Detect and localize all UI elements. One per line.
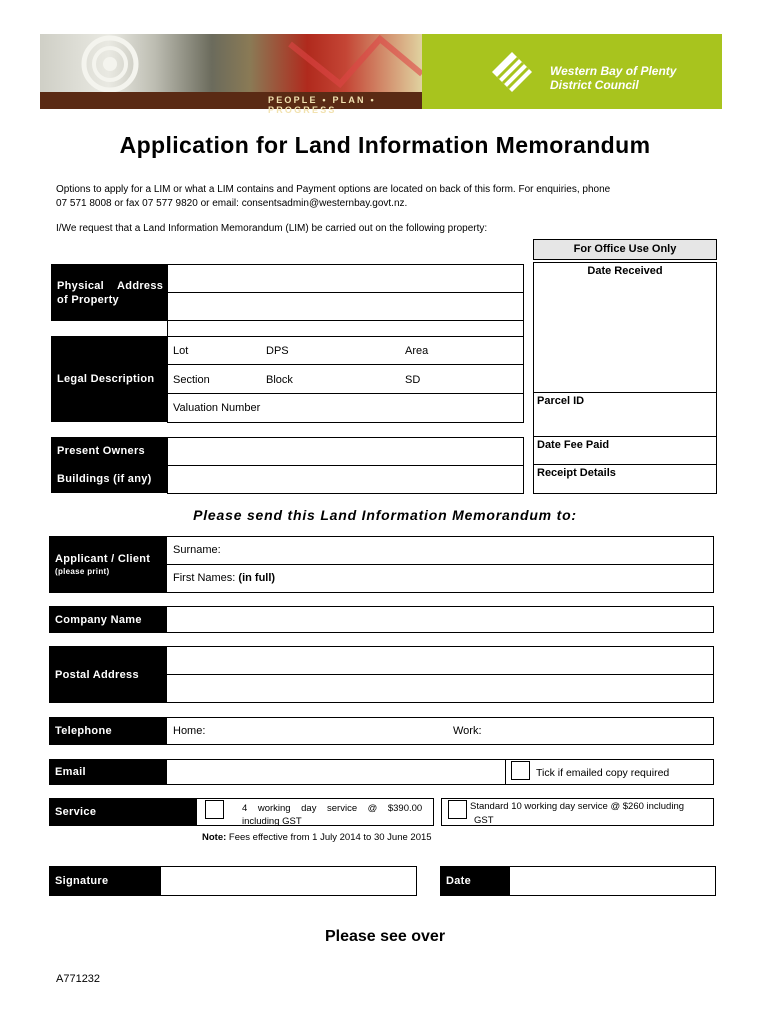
office-divider	[533, 392, 717, 393]
dps-field[interactable]: DPS	[266, 345, 289, 357]
council-name-line1: Western Bay of Plenty	[550, 64, 677, 78]
email-copy-label: Tick if emailed copy required	[536, 767, 670, 779]
service-4-day-line2: including GST	[242, 816, 302, 827]
service-10-day-checkbox[interactable]	[448, 800, 467, 819]
date-fee-paid-label: Date Fee Paid	[537, 439, 610, 451]
postal-address-input-1[interactable]	[166, 646, 714, 675]
service-10-day-label	[470, 800, 684, 828]
work-phone-label: Work:	[453, 725, 482, 737]
company-name-input[interactable]	[166, 606, 714, 633]
buildings-input[interactable]	[167, 465, 524, 494]
email-copy-checkbox[interactable]	[511, 761, 530, 780]
spiral-art	[40, 34, 422, 92]
in-full-text: (in full)	[238, 572, 276, 584]
valuation-number-field[interactable]: Valuation Number	[173, 402, 261, 414]
header-banner	[40, 34, 722, 115]
date-input[interactable]	[509, 866, 716, 896]
physical-address-label	[51, 264, 168, 321]
fees-note	[202, 832, 432, 843]
intro-line1: Options to apply for a LIM or what a LIM contains and Payment options are located on back of this form. For enquiries, phone	[56, 184, 611, 195]
please-print-text: (please print)	[55, 567, 110, 576]
service-4-day-checkbox[interactable]	[205, 800, 224, 819]
physical-address-spacer	[167, 320, 524, 337]
legal-row-divider	[167, 364, 524, 365]
banner-tagline: PEOPLE • PLAN • PROGRESS	[268, 95, 376, 115]
first-names-label	[173, 572, 275, 584]
fees-note-label: Note:	[202, 832, 227, 843]
area-field[interactable]: Area	[405, 345, 429, 357]
telephone-input[interactable]	[166, 717, 714, 745]
applicant-label-text: Applicant / Client	[55, 553, 151, 565]
date-received-label: Date Received	[587, 265, 663, 277]
applicant-label	[49, 536, 167, 593]
postal-address-label: Postal Address	[49, 646, 167, 703]
see-over-text: Please see over	[324, 928, 446, 945]
present-owners-input[interactable]	[167, 437, 524, 466]
document-reference: A771232	[56, 973, 101, 985]
email-input[interactable]	[166, 759, 506, 785]
sd-field[interactable]: SD	[405, 374, 421, 386]
physical-address-label-line2: of Property	[57, 293, 119, 306]
first-names-label-text: First Names:	[173, 572, 236, 584]
physical-address-label-line1: Physical Address	[57, 279, 164, 292]
council-name-line2: District Council	[550, 78, 639, 92]
signature-label: Signature	[49, 866, 161, 896]
service-4-day-label	[242, 802, 422, 828]
home-phone-label: Home:	[173, 725, 206, 737]
service-label: Service	[49, 798, 197, 826]
block-field[interactable]: Block	[266, 374, 293, 386]
date-label: Date	[440, 866, 510, 896]
physical-address-input-2[interactable]	[167, 292, 524, 321]
page-title: Application for Land Information Memorandum	[119, 132, 651, 158]
telephone-label: Telephone	[49, 717, 167, 745]
intro-line2: 07 571 8008 or fax 07 577 9820 or email: consentsadmin@westernbay.govt.nz.	[56, 198, 408, 209]
service-4-day-line1: 4 working day service @ $390.00	[242, 803, 423, 814]
office-use-box	[533, 262, 717, 494]
company-name-label: Company Name	[49, 606, 167, 633]
legal-row-divider	[167, 393, 524, 394]
service-10-day-line2: GST	[474, 815, 494, 826]
request-text: I/We request that a Land Information Memorandum (LIM) be carried out on the following property:	[56, 223, 488, 234]
fees-note-text: Fees effective from 1 July 2014 to 30 June 2015	[228, 832, 432, 843]
council-name	[550, 64, 676, 92]
postal-address-input-2[interactable]	[166, 674, 714, 703]
send-to-heading: Please send this Land Information Memorandum to:	[193, 507, 577, 523]
surname-input[interactable]	[166, 536, 714, 565]
office-use-header: For Office Use Only	[533, 239, 717, 260]
surname-label: Surname:	[173, 544, 221, 556]
council-logo-icon	[492, 52, 532, 92]
physical-address-input-1[interactable]	[167, 264, 524, 293]
lot-field[interactable]: Lot	[173, 345, 189, 357]
buildings-label: Buildings (if any)	[51, 465, 168, 493]
parcel-id-label: Parcel ID	[537, 395, 585, 407]
section-field[interactable]: Section	[173, 374, 210, 386]
signature-input[interactable]	[160, 866, 417, 896]
legal-description-label: Legal Description	[51, 336, 168, 422]
service-10-day-line1: Standard 10 working day service @ $260 including	[470, 801, 685, 812]
banner-tagline-strip	[40, 92, 422, 115]
receipt-details-label: Receipt Details	[537, 467, 616, 479]
intro-text	[56, 183, 716, 211]
office-divider	[533, 436, 717, 437]
present-owners-label: Present Owners	[51, 437, 168, 465]
email-label: Email	[49, 759, 167, 785]
office-divider	[533, 464, 717, 465]
